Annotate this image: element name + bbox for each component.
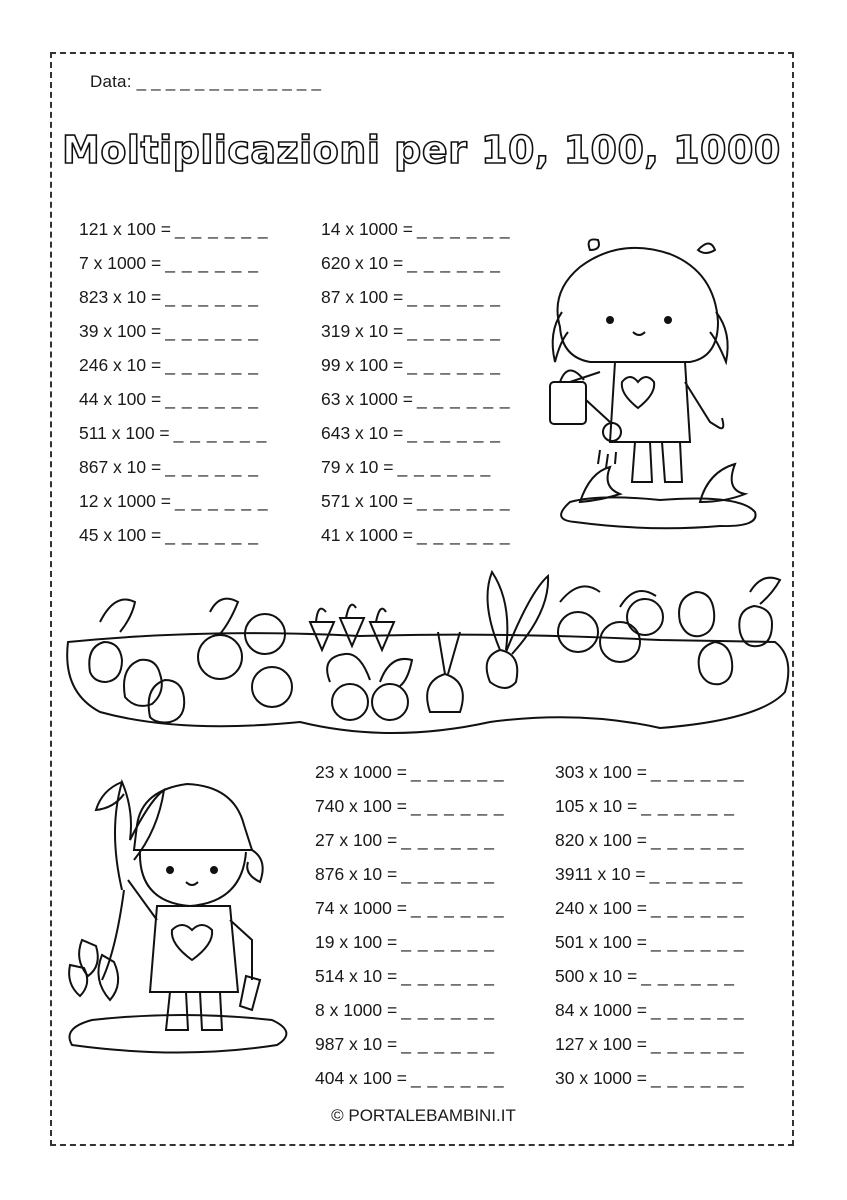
answer-blank[interactable]: _ _ _ _ _ _ — [410, 762, 505, 782]
exercise-row[interactable] — [79, 389, 259, 410]
exercise-expression: 45 x 100 = — [79, 525, 162, 545]
exercise-row[interactable] — [79, 423, 267, 444]
exercise-expression: 12 x 1000 = — [79, 491, 171, 511]
exercise-row[interactable] — [315, 1034, 495, 1055]
answer-blank[interactable]: _ _ _ _ _ _ — [650, 1068, 745, 1088]
exercise-expression: 620 x 10 = — [321, 253, 404, 273]
exercise-expression: 240 x 100 = — [555, 898, 647, 918]
vegetable-garden-row-icon — [60, 562, 795, 747]
answer-blank[interactable]: _ _ _ _ _ _ — [165, 253, 259, 273]
exercise-row[interactable] — [321, 491, 511, 512]
exercise-row[interactable] — [555, 1068, 745, 1089]
answer-blank[interactable]: _ _ _ _ _ _ — [174, 491, 269, 511]
exercise-row[interactable] — [79, 287, 259, 308]
exercise-expression: 7 x 1000 = — [79, 253, 162, 273]
answer-blank[interactable]: _ _ _ _ _ _ — [173, 423, 268, 443]
exercise-row[interactable] — [79, 253, 259, 274]
exercise-expression: 514 x 10 = — [315, 966, 398, 986]
exercise-row[interactable] — [321, 219, 511, 240]
exercise-row[interactable] — [79, 219, 269, 240]
answer-blank[interactable]: _ _ _ _ _ _ — [397, 457, 492, 477]
exercise-row[interactable] — [555, 762, 745, 783]
answer-blank[interactable]: _ _ _ _ _ _ — [407, 253, 501, 273]
exercise-row[interactable] — [555, 932, 745, 953]
exercise-expression: 79 x 10 = — [321, 457, 394, 477]
exercise-row[interactable] — [555, 966, 735, 987]
exercise-expression: 303 x 100 = — [555, 762, 647, 782]
boy-holding-plant-icon — [62, 770, 297, 1065]
answer-blank[interactable]: _ _ _ _ _ _ — [174, 219, 269, 239]
exercise-expression: 3911 x 10 = — [555, 864, 646, 884]
exercise-expression: 84 x 1000 = — [555, 1000, 647, 1020]
exercise-row[interactable] — [321, 423, 501, 444]
exercise-expression: 105 x 10 = — [555, 796, 638, 816]
exercise-row[interactable] — [555, 864, 743, 885]
answer-blank[interactable]: _ _ _ _ _ _ — [416, 525, 511, 545]
answer-blank[interactable]: _ _ _ _ _ _ — [401, 1000, 495, 1020]
answer-blank[interactable]: _ _ _ _ _ _ — [650, 898, 745, 918]
exercise-row[interactable] — [321, 389, 511, 410]
exercise-expression: 987 x 10 = — [315, 1034, 398, 1054]
answer-blank[interactable]: _ _ _ _ _ _ — [165, 355, 259, 375]
pepper-group-left — [89, 600, 184, 723]
exercise-row[interactable] — [555, 1000, 745, 1021]
exercise-row[interactable] — [315, 796, 505, 817]
exercise-expression: 121 x 100 = — [79, 219, 171, 239]
exercise-row[interactable] — [315, 898, 505, 919]
exercise-row[interactable] — [555, 830, 745, 851]
date-blank: _ _ _ _ _ _ _ _ _ _ _ _ _ — [136, 72, 322, 91]
answer-blank[interactable]: _ _ _ _ _ _ — [641, 796, 735, 816]
exercise-expression: 74 x 1000 = — [315, 898, 407, 918]
exercise-expression: 99 x 100 = — [321, 355, 404, 375]
answer-blank[interactable]: _ _ _ _ _ _ — [650, 932, 745, 952]
answer-blank[interactable]: _ _ _ _ _ _ — [649, 864, 744, 884]
exercise-row[interactable] — [321, 355, 501, 376]
exercise-row[interactable] — [79, 491, 269, 512]
answer-blank[interactable]: _ _ _ _ _ _ — [650, 762, 745, 782]
exercise-row[interactable] — [315, 830, 495, 851]
answer-blank[interactable]: _ _ _ _ _ _ — [416, 389, 511, 409]
exercise-expression: 23 x 1000 = — [315, 762, 407, 782]
exercise-expression: 740 x 100 = — [315, 796, 407, 816]
exercise-expression: 14 x 1000 = — [321, 219, 413, 239]
exercise-expression: 571 x 100 = — [321, 491, 413, 511]
answer-blank[interactable]: _ _ _ _ _ _ — [641, 966, 735, 986]
exercise-expression: 867 x 10 = — [79, 457, 162, 477]
exercise-row[interactable] — [555, 796, 735, 817]
answer-blank[interactable]: _ _ _ _ _ _ — [410, 898, 505, 918]
exercise-expression: 820 x 100 = — [555, 830, 647, 850]
exercise-expression: 8 x 1000 = — [315, 1000, 398, 1020]
exercise-row[interactable] — [79, 321, 259, 342]
exercise-row[interactable] — [315, 762, 505, 783]
exercise-row[interactable] — [79, 525, 259, 546]
answer-blank[interactable]: _ _ _ _ _ _ — [407, 423, 501, 443]
answer-blank[interactable]: _ _ _ _ _ _ — [410, 1068, 505, 1088]
answer-blank[interactable]: _ _ _ _ _ _ — [650, 1034, 745, 1054]
exercise-row[interactable] — [79, 457, 259, 478]
pepper-group-right — [679, 578, 780, 685]
exercise-row[interactable] — [555, 898, 745, 919]
answer-blank[interactable]: _ _ _ _ _ _ — [401, 864, 495, 884]
exercise-expression: 44 x 100 = — [79, 389, 162, 409]
exercise-row[interactable] — [315, 966, 495, 987]
exercise-expression: 876 x 10 = — [315, 864, 398, 884]
answer-blank[interactable]: _ _ _ _ _ _ — [407, 287, 501, 307]
answer-blank[interactable]: _ _ _ _ _ _ — [401, 966, 495, 986]
answer-blank[interactable]: _ _ _ _ _ _ — [165, 457, 259, 477]
exercise-expression: 87 x 100 = — [321, 287, 404, 307]
date-field[interactable] — [90, 72, 321, 92]
answer-blank[interactable]: _ _ _ _ _ _ — [165, 389, 259, 409]
copyright-footer: © PORTALEBAMBINI.IT — [331, 1106, 516, 1125]
exercise-row[interactable] — [555, 1034, 745, 1055]
answer-blank[interactable]: _ _ _ _ _ _ — [401, 932, 495, 952]
exercise-row[interactable] — [315, 932, 495, 953]
answer-blank[interactable]: _ _ _ _ _ _ — [650, 1000, 745, 1020]
exercise-row[interactable] — [79, 355, 259, 376]
exercise-expression: 63 x 1000 = — [321, 389, 413, 409]
girl-watering-plants-icon — [540, 232, 770, 532]
answer-blank[interactable]: _ _ _ _ _ _ — [165, 287, 259, 307]
carrot-group — [310, 605, 394, 650]
onion-beet-group — [427, 572, 548, 712]
exercise-expression: 30 x 1000 = — [555, 1068, 647, 1088]
exercise-expression: 19 x 100 = — [315, 932, 398, 952]
answer-blank[interactable]: _ _ _ _ _ _ — [401, 1034, 495, 1054]
exercise-expression: 246 x 10 = — [79, 355, 162, 375]
answer-blank[interactable]: _ _ _ _ _ _ — [410, 796, 505, 816]
radish-group — [327, 654, 412, 720]
answer-blank[interactable]: _ _ _ _ _ _ — [165, 525, 259, 545]
exercise-expression: 39 x 100 = — [79, 321, 162, 341]
answer-blank[interactable]: _ _ _ _ _ _ — [407, 355, 501, 375]
exercise-row[interactable] — [315, 1068, 505, 1089]
answer-blank[interactable]: _ _ _ _ _ _ — [416, 491, 511, 511]
exercise-expression: 41 x 1000 = — [321, 525, 413, 545]
exercise-row[interactable] — [315, 864, 495, 885]
exercise-expression: 319 x 10 = — [321, 321, 404, 341]
tomato-group — [198, 599, 292, 707]
exercise-row[interactable] — [321, 525, 511, 546]
exercise-expression: 127 x 100 = — [555, 1034, 647, 1054]
page-title: Moltiplicazioni per 10, 100, 1000 — [62, 128, 781, 172]
date-label: Data: — [90, 72, 132, 91]
tomato-group-right — [558, 586, 663, 662]
exercise-row[interactable] — [321, 287, 501, 308]
answer-blank[interactable]: _ _ _ _ _ _ — [416, 219, 511, 239]
answer-blank[interactable]: _ _ _ _ _ _ — [407, 321, 501, 341]
exercise-expression: 823 x 10 = — [79, 287, 162, 307]
exercise-expression: 643 x 10 = — [321, 423, 404, 443]
answer-blank[interactable]: _ _ _ _ _ _ — [165, 321, 259, 341]
exercise-row[interactable] — [321, 253, 501, 274]
exercise-expression: 404 x 100 = — [315, 1068, 407, 1088]
exercise-expression: 511 x 100 = — [79, 423, 170, 443]
exercise-row[interactable] — [321, 321, 501, 342]
exercise-expression: 27 x 100 = — [315, 830, 398, 850]
exercise-row[interactable] — [321, 457, 491, 478]
answer-blank[interactable]: _ _ _ _ _ _ — [650, 830, 745, 850]
exercise-expression: 501 x 100 = — [555, 932, 647, 952]
exercise-expression: 500 x 10 = — [555, 966, 638, 986]
answer-blank[interactable]: _ _ _ _ _ _ — [401, 830, 495, 850]
exercise-row[interactable] — [315, 1000, 495, 1021]
